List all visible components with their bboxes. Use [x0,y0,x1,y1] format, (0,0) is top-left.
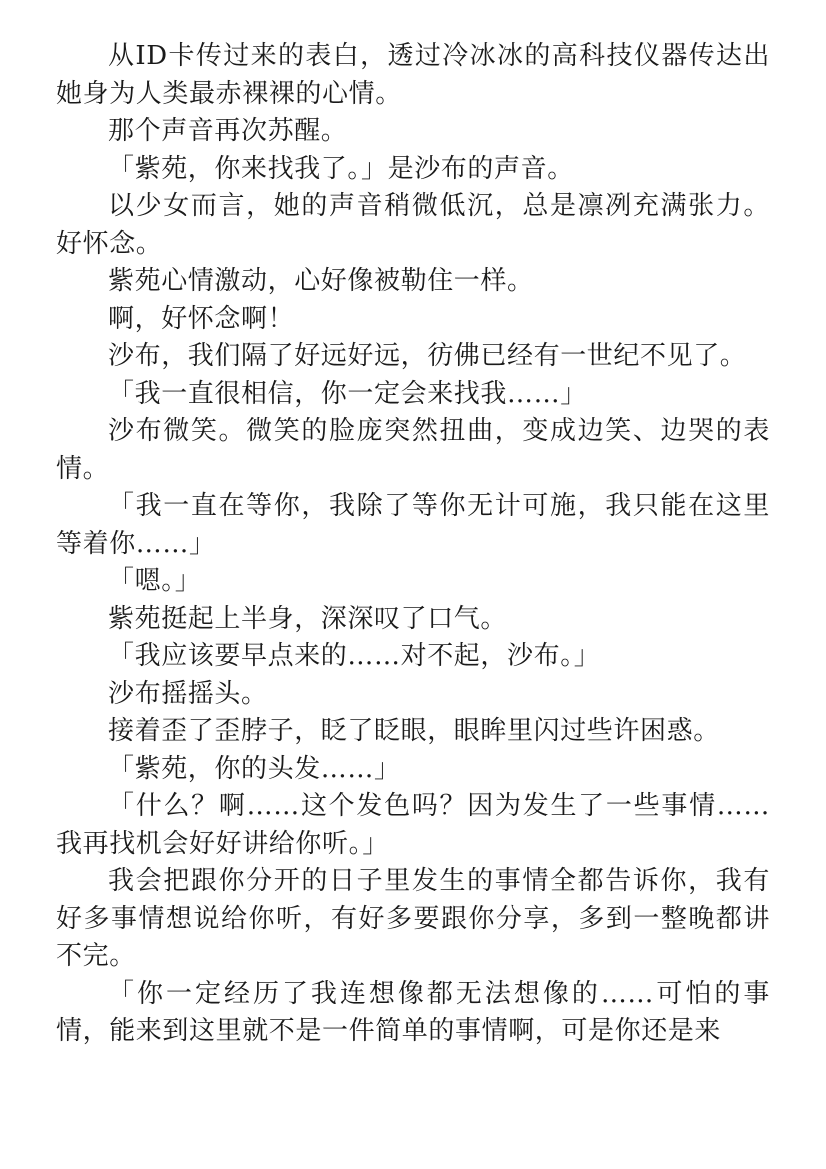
paragraph: 「什么？啊……这个发色吗？因为发生了一些事情……我再找机会好好讲给你听。」 [56,791,770,859]
paragraph: 沙布微笑。微笑的脸庞突然扭曲，变成边笑、边哭的表情。 [56,416,770,484]
document-page [56,38,770,1051]
paragraph: 「你一定经历了我连想像都无法想像的……可怕的事情，能来到这里就不是一件简单的事情啊，可是你还是来 [56,978,770,1046]
paragraph: 从ID卡传过来的表白，透过冷冰冰的高科技仪器传达出她身为人类最赤裸裸的心情。 [56,41,770,109]
paragraph: 紫苑心情激动，心好像被勒住一样。 [108,266,534,296]
paragraph: 「紫苑，你的头发……」 [108,753,401,784]
paragraph: 紫苑挺起上半身，深深叹了口气。 [108,603,508,634]
paragraph: 啊，好怀念啊！ [108,303,295,334]
paragraph: 「紫苑，你来找我了。」是沙布的声音。 [108,153,574,184]
paragraph: 「我一直很相信，你一定会来找我……」 [108,378,587,409]
paragraph: 「我一直在等你，我除了等你无计可施，我只能在这里等着你……」 [56,491,770,559]
paragraph: 我会把跟你分开的日子里发生的事情全都告诉你，我有好多事情想说给你听，有好多要跟你分享，多到一整晚都讲不完。 [56,866,770,971]
paragraph: 沙布，我们隔了好远好远，彷佛已经有一世纪不见了。 [108,341,747,371]
paragraph: 以少女而言，她的声音稍微低沉，总是凛冽充满张力。好怀念。 [56,191,770,259]
paragraph: 接着歪了歪脖子，眨了眨眼，眼眸里闪过些许困惑。 [108,716,720,746]
paragraph: 沙布摇摇头。 [108,678,268,709]
paragraph: 「我应该要早点来的……对不起，沙布。」 [108,641,601,671]
paragraph: 「嗯。」 [108,566,202,596]
paragraph: 那个声音再次苏醒。 [108,116,348,146]
